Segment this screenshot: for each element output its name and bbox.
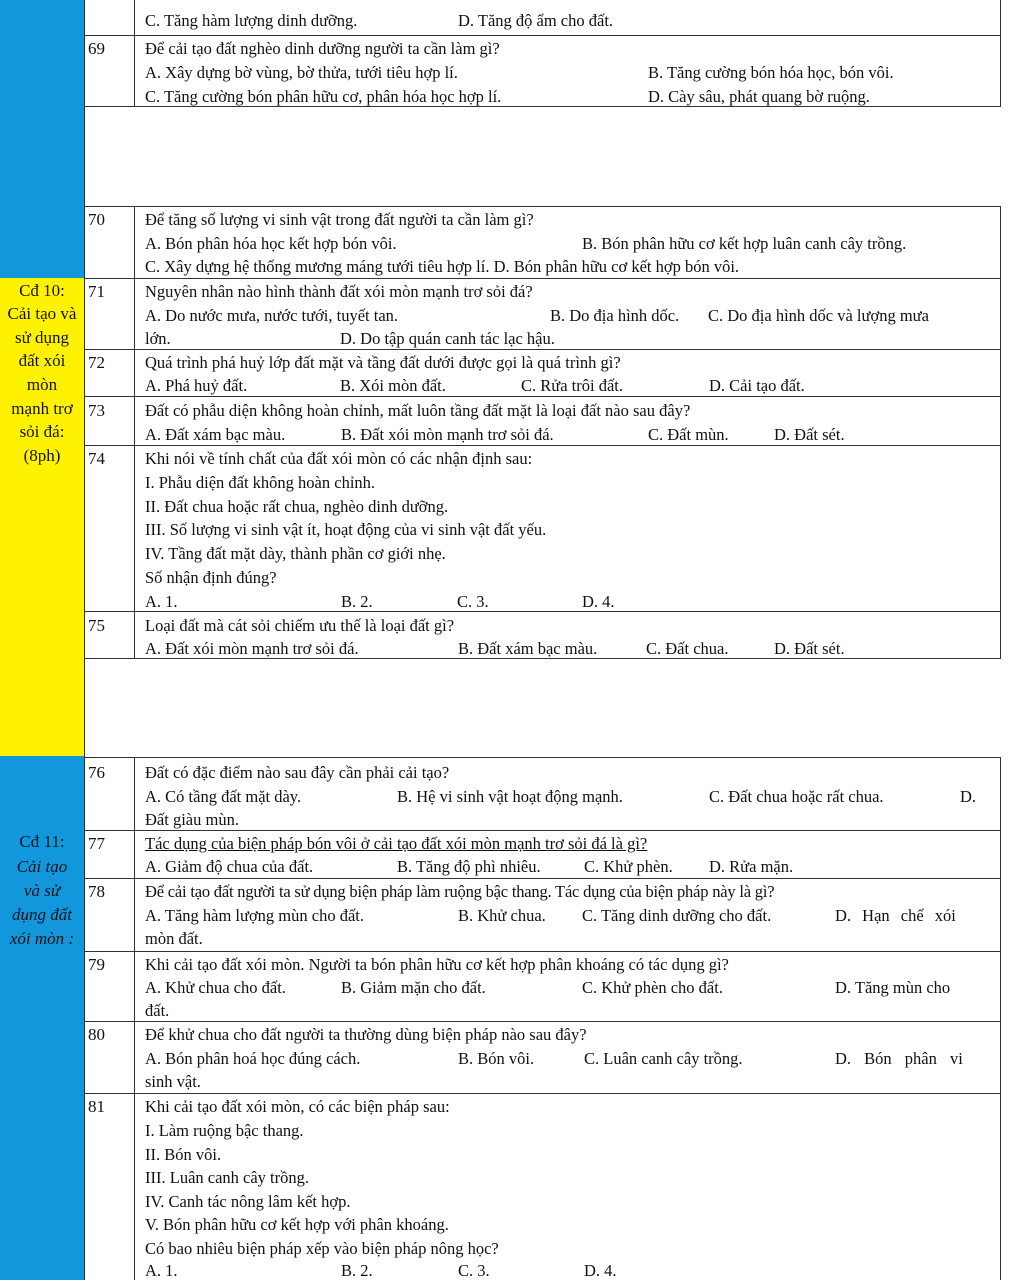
- option-c: C. Tăng dinh dưỡng cho đất.: [582, 906, 772, 925]
- label-line: sỏi đá:: [19, 422, 65, 441]
- question-text: Nguyên nhân nào hình thành đất xói mòn mạnh trơ sỏi đá?: [145, 282, 533, 301]
- label-line: Cải tạo và: [7, 304, 77, 323]
- label-line: Cđ 10:: [19, 281, 65, 300]
- question-text: Để khử chua cho đất người ta thường dùng biện pháp nào sau đây?: [145, 1025, 587, 1044]
- option-d-continued: Đất giàu mùn.: [145, 810, 239, 829]
- col-divider-left: [84, 0, 85, 1280]
- blue-sidebar-top: [0, 0, 84, 278]
- option-b: B. Khử chua.: [458, 906, 546, 925]
- label-line: Cải tạo: [16, 857, 68, 876]
- option-c: C. Do địa hình dốc và lượng mưa: [708, 306, 929, 325]
- row-divider: [84, 611, 1001, 612]
- option-b: B. 2.: [341, 592, 373, 611]
- option-b: B. Giảm mặn cho đất.: [341, 978, 486, 997]
- question-number: 70: [88, 210, 105, 229]
- option-d-continued: mòn đất.: [145, 929, 203, 948]
- label-line: sử dụng: [14, 328, 70, 347]
- option-d-continued: sinh vật.: [145, 1072, 201, 1091]
- col-divider-num: [134, 0, 135, 106]
- question-prompt: Có bao nhiêu biện pháp xếp vào biện pháp nông học?: [145, 1239, 499, 1258]
- option-b: B. 2.: [341, 1261, 373, 1280]
- row-divider: [84, 1093, 1001, 1094]
- option-a: A. Giảm độ chua của đất.: [145, 857, 314, 876]
- col-divider-num: [134, 206, 135, 658]
- measure-i: I. Làm ruộng bậc thang.: [145, 1121, 304, 1140]
- question-number: 76: [88, 763, 105, 782]
- row-divider: [84, 278, 1001, 279]
- question-number: 75: [88, 616, 105, 635]
- statement-ii: II. Đất chua hoặc rất chua, nghèo dinh dưỡng.: [145, 497, 449, 516]
- option-d: D. 4.: [584, 1261, 617, 1280]
- question-number: 74: [88, 449, 105, 468]
- row-divider: [84, 1021, 1001, 1022]
- question-number: 69: [88, 39, 105, 58]
- question-text: Khi cải tạo đất xói mòn, có các biện pháp sau:: [145, 1097, 450, 1116]
- option-a: A. Do nước mưa, nước tưới, tuyết tan.: [145, 306, 399, 325]
- option-a: A. Tăng hàm lượng mùn cho đất.: [145, 906, 364, 925]
- question-prompt: Số nhận định đúng?: [145, 568, 277, 587]
- question-text: Đất có phẫu diện không hoàn chỉnh, mất luôn tầng đất mặt là loại đất nào sau đây?: [145, 401, 691, 420]
- option-c: C. Tăng cường bón phân hữu cơ, phân hóa học hợp lí.: [145, 87, 502, 106]
- measure-iii: III. Luân canh cây trồng.: [145, 1168, 310, 1187]
- option-a: A. Đất xám bạc màu.: [145, 425, 286, 444]
- option-c-d: C. Xây dựng hệ thống mương máng tưới tiêu hợp lí. D. Bón phân hữu cơ kết hợp bón vôi.: [145, 257, 740, 276]
- option-c: C. Đất chua hoặc rất chua.: [709, 787, 884, 806]
- label-line: Cđ 11:: [19, 832, 65, 851]
- option-c: C. Rửa trôi đất.: [521, 376, 623, 395]
- question-text: Để tăng số lượng vi sinh vật trong đất người ta cần làm gì?: [145, 210, 534, 229]
- option-d: D. Đất sét.: [774, 425, 845, 444]
- row-divider: [84, 951, 1001, 952]
- option-b: B. Đất xói mòn mạnh trơ sỏi đá.: [341, 425, 554, 444]
- label-line: mạnh trơ: [11, 399, 73, 418]
- question-number: 81: [88, 1097, 105, 1116]
- option-c: C. 3.: [458, 1261, 490, 1280]
- option-c-continued: lớn.: [145, 329, 171, 348]
- option-b: B. Hệ vi sinh vật hoạt động mạnh.: [397, 787, 623, 806]
- statement-iii: III. Số lượng vi sinh vật ít, hoạt động của vi sinh vật đất yếu.: [145, 520, 547, 539]
- question-number: 79: [88, 955, 105, 974]
- question-number: 77: [88, 834, 105, 853]
- option-a: A. Đất xói mòn mạnh trơ sỏi đá.: [145, 639, 359, 658]
- question-number: 71: [88, 282, 105, 301]
- option-d: D. Do tập quán canh tác lạc hậu.: [340, 329, 555, 348]
- col-divider-num: [134, 757, 135, 1280]
- option-a: A. Khử chua cho đất.: [145, 978, 286, 997]
- option-d: D. Đất sét.: [774, 639, 845, 658]
- option-a: A. 1.: [145, 1261, 178, 1280]
- option-d: D. Tăng độ ẩm cho đất.: [458, 11, 614, 30]
- statement-iv: IV. Tầng đất mặt dày, thành phần cơ giới nhẹ.: [145, 544, 446, 563]
- option-b: B. Đất xám bạc màu.: [458, 639, 598, 658]
- label-line: mòn: [26, 375, 58, 394]
- measure-iv: IV. Canh tác nông lâm kết hợp.: [145, 1192, 351, 1211]
- option-a: A. 1.: [145, 592, 178, 611]
- label-line: dụng đất: [12, 905, 72, 924]
- option-c: C. Khử phèn.: [584, 857, 673, 876]
- question-text: Loại đất mà cát sỏi chiếm ưu thế là loại đất gì?: [145, 616, 455, 635]
- option-d: D. Tăng mùn cho: [835, 978, 951, 997]
- col-divider-right: [1000, 0, 1001, 106]
- col-divider-right: [1000, 206, 1001, 658]
- question-number: 72: [88, 353, 105, 372]
- option-c: C. Đất mùn.: [648, 425, 729, 444]
- option-d: D. 4.: [582, 592, 615, 611]
- question-text: Tác dụng của biện pháp bón vôi ở cải tạo đất xói mòn mạnh trơ sỏi đá là gì?: [145, 834, 648, 853]
- measure-ii: II. Bón vôi.: [145, 1145, 222, 1164]
- option-c: C. Đất chua.: [646, 639, 729, 658]
- option-d-continued: đất.: [145, 1001, 170, 1020]
- col-divider-right: [1000, 757, 1001, 1280]
- question-text: Đất có đặc điểm nào sau đây cần phải cải tạo?: [145, 763, 450, 782]
- option-b: B. Bón vôi.: [458, 1049, 535, 1068]
- row-divider: [84, 206, 1001, 207]
- question-number: 80: [88, 1025, 105, 1044]
- question-text: Để cải tạo đất người ta sử dụng biện pháp làm ruộng bậc thang. Tác dụng của biện pháp này là gì?: [145, 882, 775, 901]
- label-line: và sử: [23, 881, 61, 900]
- question-number: 78: [88, 882, 105, 901]
- option-b: B. Do địa hình dốc.: [550, 306, 680, 325]
- row-divider: [84, 878, 1001, 879]
- question-text: Khi cải tạo đất xói mòn. Người ta bón phân hữu cơ kết hợp phân khoáng có tác dụng gì?: [145, 955, 729, 974]
- row-divider: [84, 35, 1001, 36]
- statement-i: I. Phẫu diện đất không hoàn chỉnh.: [145, 473, 376, 492]
- question-text: Khi nói về tính chất của đất xói mòn có các nhận định sau:: [145, 449, 533, 468]
- option-d: D. Cày sâu, phát quang bờ ruộng.: [648, 87, 870, 106]
- option-b: B. Tăng cường bón hóa học, bón vôi.: [648, 63, 894, 82]
- option-a: A. Bón phân hóa học kết hợp bón vôi.: [145, 234, 397, 253]
- row-divider: [84, 757, 1001, 758]
- option-a: A. Xây dựng bờ vùng, bờ thửa, tưới tiêu hợp lí.: [145, 63, 458, 82]
- option-d: D. Hạn chế xói: [835, 906, 956, 925]
- measure-v: V. Bón phân hữu cơ kết hợp với phân khoáng.: [145, 1215, 449, 1234]
- option-a: A. Phá huỷ đất.: [145, 376, 248, 395]
- option-d: D. Rửa mặn.: [709, 857, 794, 876]
- option-c: C. 3.: [457, 592, 489, 611]
- label-line: (8ph): [23, 446, 61, 465]
- option-c: C. Luân canh cây trồng.: [584, 1049, 743, 1068]
- option-b: B. Tăng độ phì nhiêu.: [397, 857, 541, 876]
- option-b: B. Xói mòn đất.: [340, 376, 446, 395]
- option-d: D. Bón phân vi: [835, 1049, 963, 1068]
- option-a: A. Bón phân hoá học đúng cách.: [145, 1049, 361, 1068]
- option-b: B. Bón phân hữu cơ kết hợp luân canh cây trồng.: [582, 234, 907, 253]
- label-line: xói mòn :: [9, 929, 75, 948]
- option-a: A. Có tầng đất mặt dày.: [145, 787, 302, 806]
- option-d: D. Cải tạo đất.: [709, 376, 805, 395]
- question-text: Quá trình phá huỷ lớp đất mặt và tầng đất dưới được gọi là quá trình gì?: [145, 353, 621, 372]
- option-c: C. Khử phèn cho đất.: [582, 978, 723, 997]
- question-text: Để cải tạo đất nghèo dinh dưỡng người ta cần làm gì?: [145, 39, 500, 58]
- label-line: đất xói: [18, 351, 66, 370]
- question-number: 73: [88, 401, 105, 420]
- option-c: C. Tăng hàm lượng dinh dưỡng.: [145, 11, 358, 30]
- option-d: D.: [960, 787, 977, 806]
